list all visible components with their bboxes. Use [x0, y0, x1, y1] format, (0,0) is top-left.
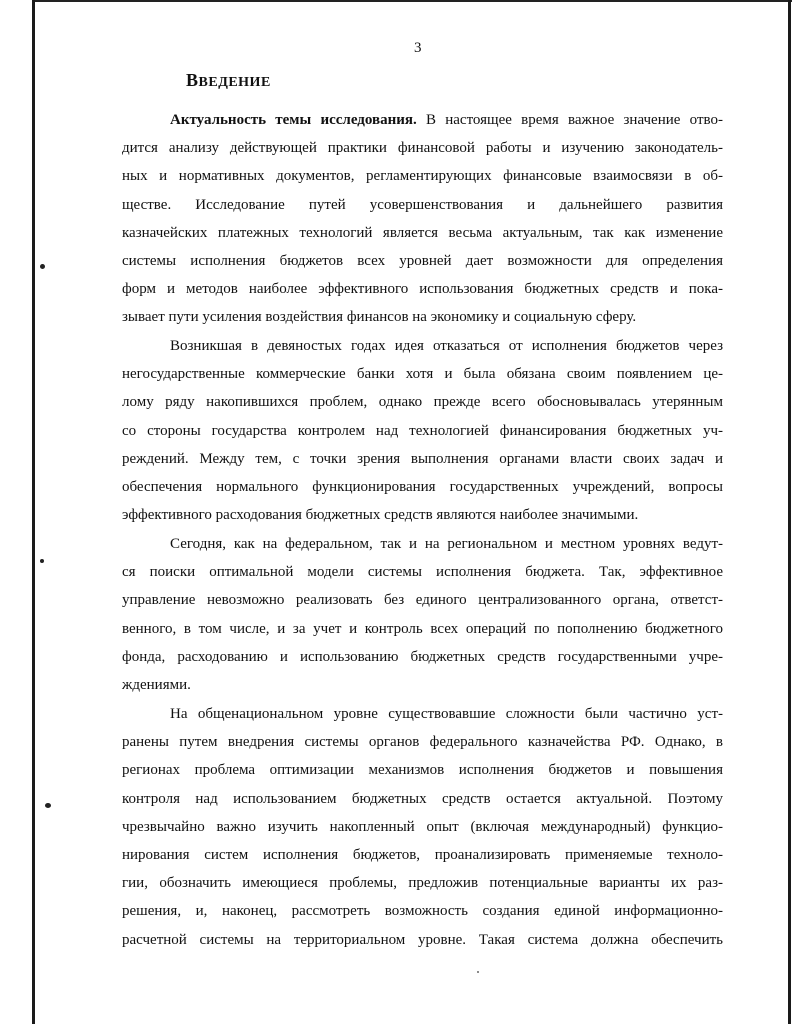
paragraph-line: венного, в том числе, и за учет и контроль всех операций по пополнению бюджетного [122, 620, 723, 637]
paragraph-line: казначейских платежных технологий является весьма актуальным, так как изменение [122, 224, 723, 241]
paragraph-line: обеспечения нормального функционирования государственных учреждений, вопросы [122, 478, 723, 495]
paragraph-line: зывает пути усиления воздействия финансов на экономику и социальную сферу. [122, 309, 637, 326]
paragraph-line: ся поиски оптимальной модели системы исполнения бюджета. Так, эффективное [122, 564, 723, 581]
paragraph-line: со стороны государства контролем над технологией финансирования бюджетных уч- [122, 422, 723, 439]
paragraph-line: контроля над использованием бюджетных средств остается актуальной. Поэтому [122, 790, 723, 807]
paragraph-line: регионах проблема оптимизации механизмов исполнения бюджетов и повышения [122, 762, 723, 779]
paragraph-line: системы исполнения бюджетов всех уровней дает возможности для определения [122, 252, 723, 269]
scan-speck [45, 803, 51, 808]
paragraph-line: Возникшая в девяностых годах идея отказаться от исполнения бюджетов через [170, 338, 723, 354]
paragraph-line: Сегодня, как на федеральном, так и на региональном и местном уровнях ведут- [170, 536, 723, 552]
paragraph-line: На общенациональном уровне существовавшие сложности были частично уст- [170, 706, 723, 722]
paragraph-line: нирования систем исполнения бюджетов, проанализировать применяемые техноло- [122, 846, 723, 863]
paragraph-line: гии, обозначить имеющиеся проблемы, предложив потенциальные варианты их раз- [122, 875, 723, 892]
section-heading [186, 70, 271, 91]
scan-border-right [788, 0, 791, 1024]
paragraph-line: расчетной системы на территориальном уровне. Такая система должна обеспечить [122, 931, 723, 948]
paragraph-1 [122, 106, 723, 332]
scan-border-left [32, 0, 35, 1024]
paragraph-2 [122, 332, 723, 529]
paragraph-lead-bold: Актуальность темы исследования. [170, 112, 417, 128]
paragraph-line: ществе. Исследование путей усовершенствования и дальнейшего развития [122, 196, 723, 213]
scan-speck [40, 559, 44, 563]
paragraph-line: фонда, расходованию и использованию бюджетных средств государственными учре- [122, 648, 723, 665]
scan-speck [477, 971, 479, 973]
paragraph-line: форм и методов наиболее эффективного использования бюджетных средств и пока- [122, 281, 723, 298]
paragraph-line: решения, и, наконец, рассмотреть возможность создания единой информационно- [122, 903, 723, 920]
paragraph-line: эффективного расходования бюджетных средств являются наиболее значимыми. [122, 507, 639, 524]
page-number: 3 [414, 40, 422, 56]
paragraph-line [122, 106, 723, 134]
paragraph-line: управление невозможно реализовать без единого централизованного органа, ответст- [122, 592, 723, 609]
paragraph-line: лому ряду накопившихся проблем, однако прежде всего обосновывалась утерянным [122, 394, 723, 411]
paragraph-line: реждений. Между тем, с точки зрения выполнения органами власти своих задач и [122, 450, 723, 467]
heading-rest: ВЕДЕНИЕ [198, 75, 271, 90]
heading-first-letter: В [186, 70, 199, 90]
paragraph-line-text: В настоящее время важное значение отво- [416, 112, 723, 128]
paragraph-3 [122, 530, 723, 699]
paragraph-line: негосударственные коммерческие банки хотя и была обязана своим появлением це- [122, 366, 723, 383]
paragraph-line: дится анализу действующей практики финансовой работы и изучению законодатель- [122, 140, 723, 157]
paragraph-4 [122, 700, 723, 954]
paragraph-line: ранены путем внедрения системы органов федерального казначейства РФ. Однако, в [122, 734, 723, 751]
paragraph-line: ных и нормативных документов, регламентирующих финансовые взаимосвязи в об- [122, 168, 723, 185]
paragraph-line: ждениями. [122, 676, 191, 693]
paragraph-line: чрезвычайно важно изучить накопленный опыт (включая международный) функцио- [122, 818, 723, 835]
scan-border-top [34, 0, 792, 2]
scan-speck [40, 264, 45, 269]
